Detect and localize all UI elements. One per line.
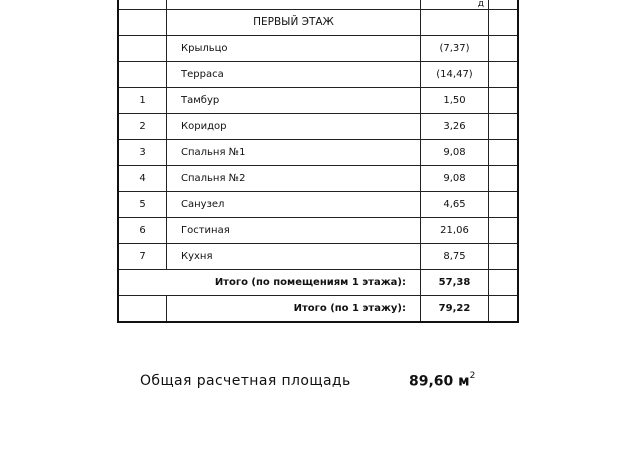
room-name: Кухня	[167, 244, 421, 270]
table-header-row	[118, 0, 518, 10]
table-row	[118, 166, 518, 192]
room-area: 1,50	[421, 88, 489, 114]
room-number: 5	[118, 192, 167, 218]
room-area: 9,08	[421, 140, 489, 166]
room-number: 1	[118, 88, 167, 114]
room-number: 4	[118, 166, 167, 192]
room-name: Санузел	[167, 192, 421, 218]
room-area: 21,06	[421, 218, 489, 244]
header-partial: д	[421, 0, 489, 10]
room-number	[118, 36, 167, 62]
room-name: Коридор	[167, 114, 421, 140]
room-number	[118, 62, 167, 88]
room-name: Тамбур	[167, 88, 421, 114]
room-area: 9,08	[421, 166, 489, 192]
table-row	[118, 36, 518, 62]
section-title: ПЕРВЫЙ ЭТАЖ	[167, 10, 421, 36]
room-area: 8,75	[421, 244, 489, 270]
table-row	[118, 140, 518, 166]
total-floor-value: 79,22	[421, 296, 489, 323]
total-area-number: 89,60	[409, 373, 454, 390]
total-area-value	[409, 373, 475, 390]
total-floor-label: Итого (по 1 этажу):	[167, 296, 421, 323]
room-number: 6	[118, 218, 167, 244]
total-rooms-value: 57,38	[421, 270, 489, 296]
table-row	[118, 62, 518, 88]
room-area: 3,26	[421, 114, 489, 140]
room-area: 4,65	[421, 192, 489, 218]
total-floor-row	[118, 296, 518, 323]
table-row	[118, 244, 518, 270]
table-row	[118, 218, 518, 244]
table-row	[118, 192, 518, 218]
room-name: Гостиная	[167, 218, 421, 244]
room-name: Спальня №2	[167, 166, 421, 192]
room-number: 7	[118, 244, 167, 270]
room-area: (7,37)	[421, 36, 489, 62]
total-area-unit-power: 2	[469, 371, 476, 381]
total-area-label: Общая расчетная площадь	[140, 373, 351, 389]
table-row	[118, 114, 518, 140]
room-number: 3	[118, 140, 167, 166]
room-name: Крыльцо	[167, 36, 421, 62]
total-area-unit: м	[458, 373, 470, 390]
area-table	[117, 0, 519, 323]
room-name: Терраса	[167, 62, 421, 88]
total-rooms-row	[118, 270, 518, 296]
room-name: Спальня №1	[167, 140, 421, 166]
room-area: (14,47)	[421, 62, 489, 88]
room-number: 2	[118, 114, 167, 140]
total-rooms-label: Итого (по помещениям 1 этажа):	[118, 270, 421, 296]
section-row	[118, 10, 518, 36]
table-row	[118, 88, 518, 114]
